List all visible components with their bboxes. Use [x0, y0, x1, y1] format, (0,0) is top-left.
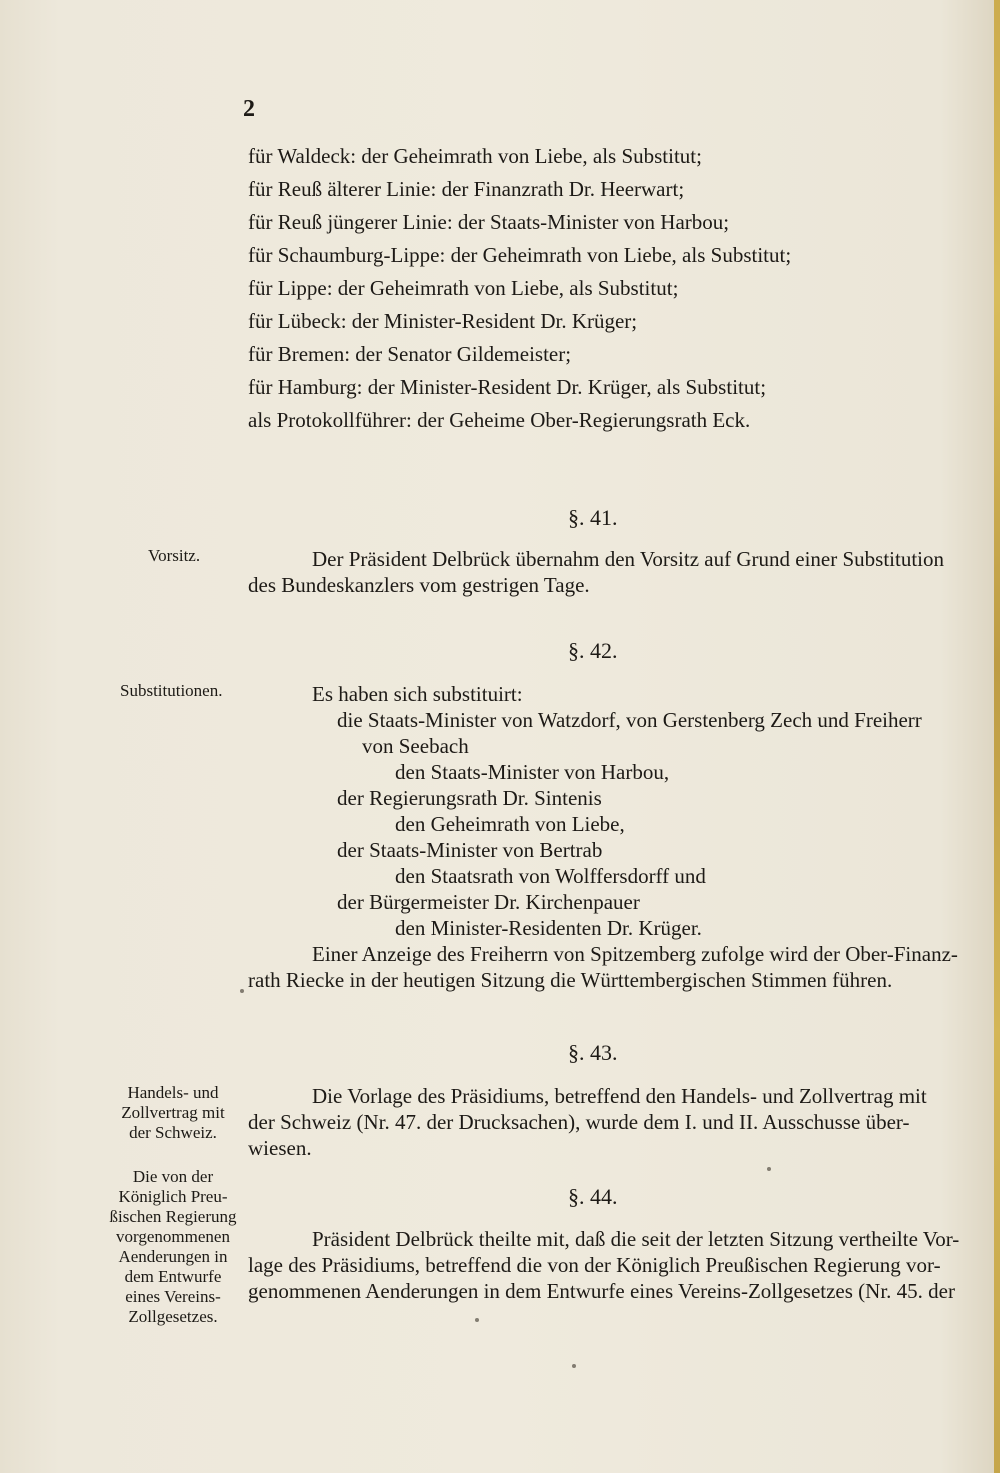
- section-42-line: den Geheimrath von Liebe,: [395, 812, 625, 836]
- section-42-line: den Minister-Residenten Dr. Krüger.: [395, 916, 702, 940]
- section-42-line: der Staats-Minister von Bertrab: [337, 838, 603, 862]
- margin-note-aenderungen: Die von der: [132, 1167, 214, 1186]
- margin-note-handelsvertrag: Handels- und: [127, 1083, 219, 1102]
- attendee-line: als Protokollführer: der Geheime Ober-Regierungsrath Eck.: [248, 408, 751, 432]
- attendee-line: für Bremen: der Senator Gildemeister;: [248, 342, 572, 366]
- section-41-line: des Bundeskanzlers vom gestrigen Tage.: [248, 573, 590, 597]
- margin-note-aenderungen: vorgenommenen: [116, 1227, 230, 1246]
- scan-speck: [475, 1318, 479, 1322]
- section-43-line: Die Vorlage des Präsidiums, betreffend den Handels- und Zollvertrag mit: [312, 1084, 927, 1108]
- section-44-line: genommenen Aenderungen in dem Entwurfe eines Vereins-Zollgesetzes (Nr. 45. der: [248, 1279, 955, 1303]
- section-42-line: von Seebach: [362, 734, 469, 758]
- section-42-closing: rath Riecke in der heutigen Sitzung die Württembergischen Stimmen führen.: [248, 968, 893, 992]
- attendee-line: für Waldeck: der Geheimrath von Liebe, als Substitut;: [248, 144, 702, 168]
- section-heading-43: §. 43.: [568, 1040, 618, 1065]
- margin-note-aenderungen: eines Vereins-: [125, 1287, 221, 1306]
- section-heading-44: §. 44.: [568, 1184, 618, 1209]
- section-44-line: Präsident Delbrück theilte mit, daß die seit der letzten Sitzung vertheilte Vor-: [312, 1227, 960, 1251]
- attendee-line: für Schaumburg-Lippe: der Geheimrath von Liebe, als Substitut;: [248, 243, 792, 267]
- section-42-intro: Es haben sich substituirt:: [312, 682, 523, 706]
- attendee-line: für Reuß älterer Linie: der Finanzrath Dr. Heerwart;: [248, 177, 685, 201]
- attendee-line: für Reuß jüngerer Linie: der Staats-Minister von Harbou;: [248, 210, 730, 234]
- margin-note-substitutionen: Substitutionen.: [120, 681, 223, 700]
- section-heading-41: §. 41.: [568, 505, 618, 530]
- scan-speck: [240, 989, 244, 993]
- section-43-line: der Schweiz (Nr. 47. der Drucksachen), wurde dem I. und II. Ausschusse über-: [248, 1110, 910, 1134]
- margin-note-aenderungen: Zollgesetzes.: [128, 1307, 218, 1326]
- section-44-line: lage des Präsidiums, betreffend die von der Königlich Preußischen Regierung vor-: [248, 1253, 941, 1277]
- margin-note-handelsvertrag: der Schweiz.: [129, 1123, 217, 1142]
- margin-note-aenderungen: Königlich Preu-: [118, 1187, 228, 1206]
- margin-note-aenderungen: Aenderungen in: [118, 1247, 228, 1266]
- attendee-line: für Hamburg: der Minister-Resident Dr. Krüger, als Substitut;: [248, 375, 767, 399]
- margin-note-vorsitz: Vorsitz.: [148, 546, 201, 565]
- margin-note-aenderungen: ßischen Regierung: [109, 1207, 237, 1226]
- section-42-closing: Einer Anzeige des Freiherrn von Spitzemberg zufolge wird der Ober-Finanz-: [312, 942, 958, 966]
- attendee-line: für Lübeck: der Minister-Resident Dr. Krüger;: [248, 309, 638, 333]
- page-number: 2: [243, 96, 255, 122]
- section-41-line: Der Präsident Delbrück übernahm den Vorsitz auf Grund einer Substitution: [312, 547, 945, 571]
- scan-speck: [767, 1167, 771, 1171]
- section-43-line: wiesen.: [248, 1136, 312, 1160]
- section-42-line: den Staats-Minister von Harbou,: [395, 760, 670, 784]
- margin-note-aenderungen: dem Entwurfe: [124, 1267, 222, 1286]
- section-heading-42: §. 42.: [568, 638, 618, 663]
- attendee-line: für Lippe: der Geheimrath von Liebe, als Substitut;: [248, 276, 679, 300]
- section-42-line: die Staats-Minister von Watzdorf, von Gerstenberg Zech und Freiherr: [337, 708, 922, 732]
- section-42-line: der Bürgermeister Dr. Kirchenpauer: [337, 890, 640, 914]
- scan-speck: [572, 1364, 576, 1368]
- margin-note-handelsvertrag: Zollvertrag mit: [121, 1103, 225, 1122]
- section-42-line: den Staatsrath von Wolffersdorff und: [395, 864, 706, 888]
- section-42-line: der Regierungsrath Dr. Sintenis: [337, 786, 602, 810]
- page-edge: [994, 0, 1000, 1473]
